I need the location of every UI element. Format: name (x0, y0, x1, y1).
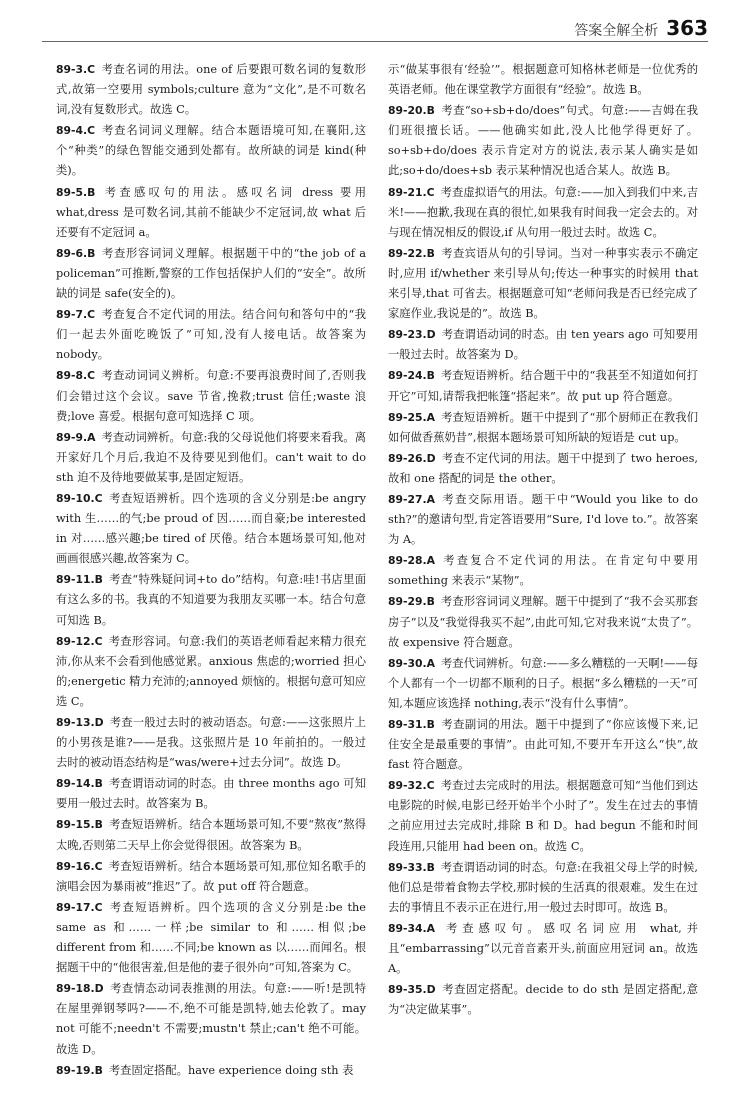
question-number: 89-24.B (388, 369, 435, 383)
question-number: 89-22.B (388, 246, 435, 260)
answer-entry (388, 183, 698, 243)
explanation-text: 考查短语辨析。结合本题场景可知,那位知名歌手的演唱会因为暴雨被“推迟”了。故 put off 符合题意。 (56, 859, 366, 893)
question-number: 89-26.D (388, 451, 436, 465)
question-number: 89-28.A (388, 554, 435, 568)
answer-entry (56, 632, 366, 712)
answer-entry (388, 919, 698, 979)
answer-entry (388, 408, 698, 448)
answer-entry (56, 489, 366, 569)
question-number: 89-30.A (388, 656, 435, 670)
answer-entry (388, 60, 698, 100)
explanation-text: 考查短语辨析。四个选项的含义分别是:be angry with 生……的气;be proud of 因……而自豪;be interested in 对……感兴趣;be tired of 厌倦。结合本题场景可知,他对画画很感兴趣,故答案为 C。 (56, 491, 366, 566)
question-number: 89-21.C (388, 185, 435, 199)
answer-entry (388, 858, 698, 918)
answer-entry (388, 551, 698, 591)
question-number: 89-31.B (388, 718, 435, 731)
answer-entry (56, 366, 366, 426)
explanation-text: 考查固定搭配。have experience doing sth 表 (108, 1063, 354, 1077)
explanation-text: 考查“特殊疑问词+to do”结构。句意:哇!书店里面有这么多的书。我真的不知道要为我朋友买哪一本。结合句意可知选 B。 (56, 573, 366, 627)
question-number: 89-15.B (56, 818, 103, 832)
answer-entry (56, 713, 366, 773)
answer-entry (56, 428, 366, 488)
answer-entry (388, 244, 698, 324)
question-number: 89-10.C (56, 491, 103, 505)
explanation-text: 考查复合不定代词的用法。在肯定句中要用 something 来表示“某物”。 (388, 554, 698, 588)
explanation-text: 考查过去完成时的用法。根据题意可知“当他们到达电影院的时候,电影已经开始半个小时了”。发生在过去的事情之前应用过去完成时,排除 B 和 D。had begun 不能和时间段连用,只能用 had been on。故选 C。 (388, 779, 698, 853)
answer-entry (56, 1061, 366, 1081)
question-number: 89-16.C (56, 859, 103, 873)
answer-entry (56, 857, 366, 897)
explanation-text: 考查情态动词表推测的用法。句意:——听!是凯特在屋里弹钢琴吗?——不,绝不可能是凯特,她去伦敦了。may not 可能不;needn't 不需要;mustn't 禁止;can't 绝不可能。故选 D。 (56, 982, 366, 1056)
explanation-text: 考查动词词义辨析。句意:不要再浪费时间了,否则我们会错过这个会议。save 节省,挽救;trust 信任;waste 浪费;love 喜爱。根据句意可知选择 C 项。 (56, 369, 366, 423)
explanation-text: 考查谓语动词的时态。由 three months ago 可知要用一般过去时。故答案为 B。 (56, 777, 366, 811)
answer-entry (56, 121, 366, 181)
answer-entry (56, 244, 366, 304)
question-number: 89-23.D (388, 328, 436, 342)
explanation-text: 考查感叹句。感叹名词应用 what,并且“embarrassing”以元音音素开头,前面应用冠词 an。故选 A。 (388, 921, 698, 976)
explanation-text: 考查短语辨析。题干中提到了“那个厨师正在教我们如何做香蕉奶昔”,根据本题场景可知所缺的短语是 cut up。 (388, 410, 698, 444)
answer-entry (56, 305, 366, 365)
question-number: 89-35.D (388, 983, 436, 997)
explanation-text: 考查副词的用法。题干中提到了“你应该慢下来,记住安全是最重要的事情”。由此可知,不要开车开这么“快”,故 fast 符合题意。 (388, 718, 698, 772)
explanation-text: 考查复合不定代词的用法。结合问句和答句中的“我们一起去外面吃晚饭了”可知,没有人接电话。故答案为 nobody。 (56, 308, 366, 362)
answer-entry (56, 979, 366, 1059)
answer-entry (56, 183, 366, 243)
question-number: 89-32.C (388, 779, 435, 793)
explanation-text: 考查形容词。句意:我们的英语老师看起来精力很充沛,你从来不会看到他感觉累。anxious 焦虑的;worried 担心的;energetic 精力充沛的;annoyed 烦恼的。根据句意可知应选 C。 (56, 634, 366, 708)
explanation-text: 考查谓语动词的时态。句意:在我祖父母上学的时候,他们总是带着食物去学校,那时候的生活真的很艰难。发生在过去的事情且不表示正在进行,用一般过去时即可。故选 B。 (388, 860, 698, 914)
question-number: 89-6.B (56, 246, 96, 260)
question-number: 89-25.A (388, 410, 435, 424)
explanation-text: 考查形容词词义理解。根据题干中的“the job of a policeman”可推断,警察的工作包括保护人们的“安全”。故所缺的词是 safe(安全的)。 (56, 246, 366, 301)
question-number: 89-29.B (388, 595, 435, 609)
explanation-text: 考查固定搭配。decide to do sth 是固定搭配,意为“决定做某事”。 (388, 983, 698, 1017)
answer-entry (56, 570, 366, 630)
explanation-text: 考查动词辨析。句意:我的父母说他们将要来看我。离开家好几个月后,我迫不及待要见到他们。can't wait to do sth 迫不及待地要做某事,是固定短语。 (56, 430, 366, 484)
answer-entry (388, 449, 698, 489)
explanation-text: 考查短语辨析。结合题干中的“我甚至不知道如何打开它”可知,请帮我把帐篷“搭起来”。故 put up 符合题意。 (388, 369, 698, 403)
page-number: 363 (666, 16, 708, 40)
answer-entry (56, 898, 366, 978)
answer-entry (56, 60, 366, 120)
answer-entry (388, 325, 698, 365)
answer-entry (388, 490, 698, 550)
answer-entry (388, 101, 698, 181)
answer-entry (388, 592, 698, 652)
explanation-text: 考查“so+sb+do/does”句式。句意:——吉姆在我们班很擅长话。——他确实如此,没人比他学得更好了。so+sb+do/does 表示肯定对方的说法,表示某人确实是如此;so+do/does+sb 表示某种情况也适合某人。故选 B。 (388, 104, 698, 178)
answer-entry (388, 980, 698, 1020)
question-number: 89-13.D (56, 716, 104, 729)
question-number: 89-9.A (56, 430, 96, 444)
question-number: 89-34.A (388, 921, 435, 935)
explanation-text: 考查谓语动词的时态。由 ten years ago 可知要用一般过去时。故答案为 D。 (388, 328, 698, 362)
explanation-text: 考查名词的用法。one of 后要跟可数名词的复数形式,故第一空要用 symbols;culture 意为“文化”,是不可数名词,没有复数形式。故选 C。 (56, 63, 366, 117)
question-number: 89-17.C (56, 900, 103, 914)
explanation-text: 考查感叹句的用法。感叹名词 dress 要用 what,dress 是可数名词,其前不能缺少不定冠词,故 what 后还要有不定冠词 a。 (56, 185, 366, 239)
explanation-text: 考查名词词义理解。结合本题语境可知,在襄阳,这个“种类”的绿色智能交通到处都有。故所缺的词是 kind(种类)。 (56, 124, 366, 178)
question-number: 89-5.B (56, 185, 96, 199)
section-title: 答案全解全析 (574, 23, 659, 39)
question-number: 89-18.D (56, 982, 104, 996)
explanation-text: 考查代词辨析。句意:——多么糟糕的一天啊!——每个人都有一个一切都不顺利的日子。根据“多么糟糕的一天”可知,本题应该选择 nothing,表示“没有什么事情”。 (388, 656, 698, 710)
explanation-text: 考查短语辨析。结合本题场景可知,不要“熬夜”熬得太晚,否则第二天早上你会觉得很困。故答案为 B。 (56, 818, 366, 852)
answer-entry (56, 815, 366, 855)
explanation-text: 考查一般过去时的被动语态。句意:——这张照片上的小男孩是谁?——是我。这张照片是 10 年前拍的。一般过去时的被动语态结构是“was/were+过去分词”。故选 D。 (56, 716, 366, 770)
answer-entry (388, 715, 698, 775)
explanation-text: 示“做某事很有‘经验’”。根据题意可知格林老师是一位优秀的英语老师。他在课堂教学方面很有“经验”。故选 B。 (388, 63, 698, 97)
page-header (574, 16, 708, 40)
question-number: 89-11.B (56, 573, 103, 587)
question-number: 89-3.C (56, 63, 96, 76)
explanation-text: 考查不定代词的用法。题干中提到了 two heroes,故和 one 搭配的词是 the other。 (388, 451, 698, 485)
explanation-text: 考查形容词词义理解。题干中提到了“我不会买那套房子”以及“我觉得我买不起”,由此可知,它对我来说“太贵了”。故 expensive 符合题意。 (388, 595, 698, 649)
question-number: 89-7.C (56, 308, 96, 322)
question-number: 89-27.A (388, 492, 435, 506)
explanation-text: 考查宾语从句的引导词。当对一种事实表示不确定时,应用 if/whether 来引导从句;传达一种事实的时候用 that 来引导,that 可省去。根据题意可知“老师问我是否已经完成了家庭作业,我说是的”。故选 B。 (388, 246, 698, 321)
explanation-text: 考查短语辨析。四个选项的含义分别是:be the same as 和……一样;be similar to 和……相似;be different from 和……不同;be known as 以……而闻名。根据题干中的“他很害羞,但是他的妻子很外向”可知,答案为 C。 (56, 900, 366, 975)
question-number: 89-8.C (56, 369, 96, 383)
question-number: 89-20.B (388, 104, 435, 118)
explanation-text: 考查交际用语。题干中“Would you like to do sth?”的邀请句型,肯定答语要用“Sure, I'd love to.”。故答案为 A。 (388, 492, 698, 547)
question-number: 89-4.C (56, 124, 96, 138)
header-rule (42, 41, 708, 42)
answer-entry (388, 654, 698, 714)
left-column (56, 60, 366, 1082)
right-column (388, 60, 698, 1021)
answer-entry (388, 776, 698, 856)
question-number: 89-33.B (388, 860, 435, 874)
explanation-text: 考查虚拟语气的用法。句意:——加入到我们中来,吉米!——抱歉,我现在真的很忙,如果我有时间我一定会去的。对与现在情况相反的假设,if 从句用一般过去时。故选 C。 (388, 185, 698, 239)
question-number: 89-19.B (56, 1063, 103, 1077)
answer-entry (56, 774, 366, 814)
question-number: 89-12.C (56, 634, 103, 648)
answer-entry (388, 366, 698, 406)
question-number: 89-14.B (56, 777, 103, 791)
